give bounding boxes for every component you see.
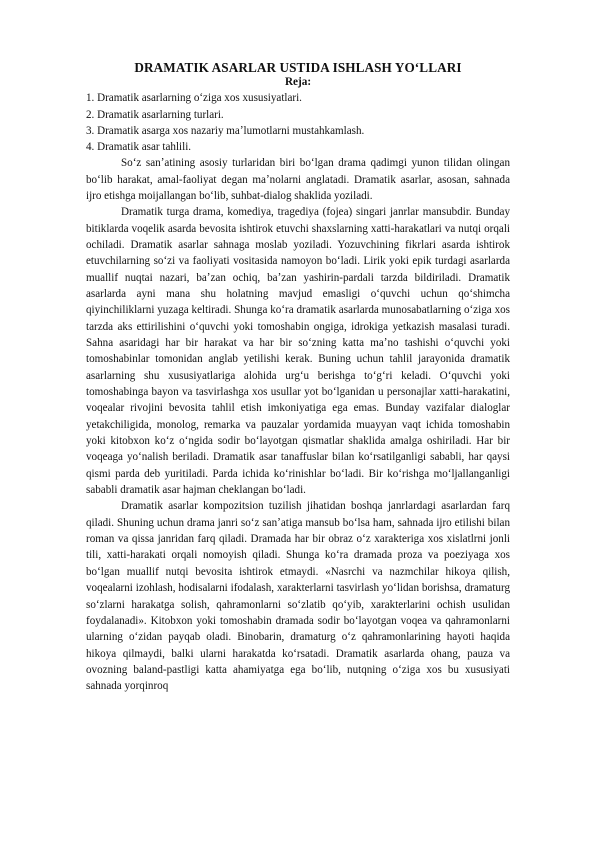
plan-list xyxy=(86,90,510,155)
plan-item-4: 4. Dramatik asar tahlili. xyxy=(86,141,192,154)
document-title: DRAMATIK ASARLAR USTIDA ISHLASH YOʻLLARI xyxy=(134,60,462,75)
plan-item-2: 2. Dramatik asarlarning turlari. xyxy=(86,108,224,121)
plan-heading: Reja: xyxy=(284,76,312,88)
paragraph-3: Dramatik asarlar kompozitsion tuzilish jihatidan boshqa janrlardagi asarlardan farq qiladi. Shuning uchun drama janri soʻz sanʼatiga mansub boʻlsa ham, sahnada ijro etilishi bilan roman va qissa janridan farq qiladi. Dramada har bir obraz oʻz xarakteriga xos xislatlrni jonli tili, xatti-harakati orqali nomoyish qiladi. Shunga koʻra dramada proza va poeziyaga xos boʻlgan muallif nutqi bevosita ishtirok etmaydi. «Nasrchi va nazmchilar hikoya qilish, voqealarni izohlash, hodisalarni ifodalash, xarakterlarni tasvirlash yoʻlidan borishsa, dramaturg soʻzlarni harakatga solish, qahramonlarni soʻzlatib qoʻyib, xarakterlarini ochish usulidan foydalanadi». Kitobxon yoki tomoshabin dramada sodir boʻlayotgan voqea va qahramonlarni ularning oʻzidan payqab oladi. Binobarin, dramaturg oʻz qahramonlarining hayoti haqida hikoya qilmaydi, balki ularni harakatda koʻrsatadi. Dramatik asarlarda ohang, pauza va ovozning baland-pastligi katta ahamiyatga ega boʻlib, nutqning oʻziga xos bu xususiyati sahnada yorqinroq xyxy=(86,500,510,693)
paragraph-1: Soʻz sanʼatining asosiy turlaridan biri boʻlgan drama qadimgi yunon tilidan olingan boʻlib harakat, amal-faoliyat degan maʼnolarni anglatadi. Dramatik asarlar, asosan, sahnada ijro etishga moijallangan boʻlib, suhbat-dialog shaklida yoziladi. xyxy=(86,157,510,202)
plan-item-3: 3. Dramatik asarga xos nazariy maʼlumotlarni mustahkamlash. xyxy=(86,124,365,137)
plan-item-1: 1. Dramatik asarlarning oʻziga xos xususiyatlari. xyxy=(86,92,302,105)
document-page xyxy=(86,60,510,695)
paragraph-2: Dramatik turga drama, komediya, tragediya (fojea) singari janrlar mansubdir. Bunday bitiklarda voqelik asarda bevosita ishtirok etuvchi shaxslarning xatti-harakatlari va nutqi orqali ochiladi. Dramatik asarlar sahnaga moslab yoziladi. Yozuvchining fikrlari asarda ishtirok etuvchilarning soʻzi va faoliyati vositasida namoyon boʻladi. Lirik yoki epik turdagi asarlarda muallif nuqtai nazari, baʼzan ochiq, baʼzan yashirin-pardali tarzda bildiriladi. Dramatik asarlarda ayni mana shu holatning mavjud emasligi oʻquvchi uchun qoʻshimcha qiyinchiliklarni yuzaga keltiradi. Shunga koʻra dramatik asarlarda munosabatlarning oʻziga xos tarzda aks ettirilishini oʻquvchi yoki tomoshabin ongiga, idrokiga yetkazish masalasi turadi. Sahna asaridagi har bir harakat va har bir soʻzning katta maʼno tashishi oʻquvchi yoki tomoshabinlar tomonidan anglab yetilishi kerak. Buning uchun tahlil jarayonida dramatik asarlarning shu xususiyatlariga alohida urgʻu berishga toʻgʻri keladi. Oʻquvchi yoki tomoshabinga bayon va tasvirlashga xos usullar yot boʻlganidan u personajlar xatti-harakatini, voqealar rivojini bevosita tahlil etish imkoniyatiga ega emas. Bunday vazifalar dialoglar yetakchiligida, monolog, remarka va pauzalar yordamida muayyan vaqt ichida tomoshabin yoki kitobxon koʻz oʻngida sodir boʻlayotgan qismatlar shaklida amalga oshiriladi. Har bir voqeaga yoʻnalish beriladi. Dramatik asar tanaffuslar bilan koʻrsatilganligi sababli, har qaysi qismi parda deb yuritiladi. Parda ichida koʻrinishlar boʻladi. Bir koʻrishga moʻljallanganligi sababli dramatik asar hajman cheklangan boʻladi. xyxy=(86,206,510,497)
